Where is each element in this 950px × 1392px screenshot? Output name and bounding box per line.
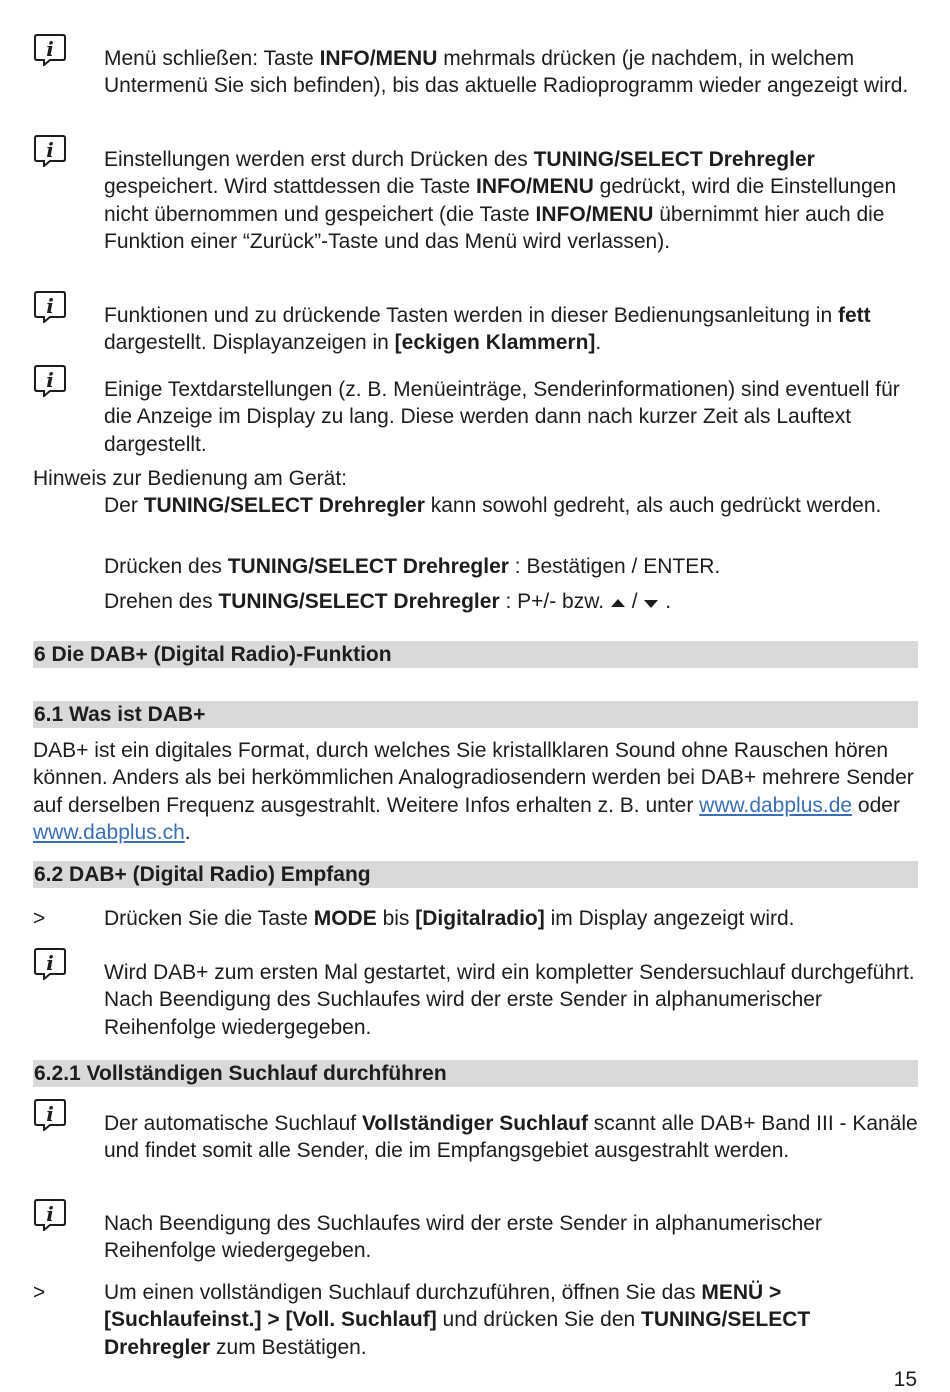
svg-text:i: i <box>46 37 54 61</box>
svg-text:i: i <box>46 294 54 318</box>
note-first-start: Wird DAB+ zum ersten Mal gestartet, wird ein kompletter Sendersuchlauf durchgeführt. Nach Beendigung des Suchlaufes wird der erste Sender in alphanumerischer Reihenfolge wiedergegeben. <box>104 961 915 1039</box>
info-icon <box>33 32 67 66</box>
svg-text:i: i <box>46 951 54 975</box>
info-icon <box>33 363 67 397</box>
step-full-scan: Um einen vollständigen Suchlauf durchzuführen, öffnen Sie das MENÜ > [Suchlaufeinst.] > [Voll. Suchlauf] und drücken Sie den TUNING/SELECT Drehregler zum Bestätigen. <box>104 1281 811 1359</box>
info-icon <box>33 133 67 167</box>
operation-line-2: Drücken des TUNING/SELECT Drehregler : Bestätigen / ENTER. <box>104 555 721 578</box>
svg-text:i: i <box>46 1202 54 1226</box>
section-heading-6-2: 6.2 DAB+ (Digital Radio) Empfang <box>33 861 918 888</box>
svg-text:i: i <box>46 138 54 162</box>
link-dabplus-ch[interactable]: www.dabplus.ch <box>33 821 185 845</box>
svg-text:i: i <box>46 1102 54 1126</box>
operation-line-1: Der TUNING/SELECT Drehregler kann sowohl gedreht, als auch gedrückt werden. <box>104 494 882 517</box>
page-number: 15 <box>893 1368 917 1391</box>
info-icon <box>33 289 67 323</box>
operation-line-3: Drehen des TUNING/SELECT Drehregler : P+/- bzw. / . <box>104 588 919 616</box>
section-heading-6-2-1: 6.2.1 Vollständigen Suchlauf durchführen <box>33 1060 918 1087</box>
info-icon <box>33 946 67 980</box>
note-after-scan: Nach Beendigung des Suchlaufes wird der erste Sender in alphanumerischer Reihenfolge wiedergegeben. <box>104 1212 822 1263</box>
svg-text:i: i <box>46 368 54 392</box>
info-icon <box>33 1197 67 1231</box>
section-heading-6: 6 Die DAB+ (Digital Radio)-Funktion <box>33 641 918 668</box>
step-marker: > <box>33 1281 46 1304</box>
step-select-mode: Drücken Sie die Taste MODE bis [Digitalradio] im Display angezeigt wird. <box>104 907 795 930</box>
note-menu-close: Menü schließen: Taste INFO/MENU mehrmals drücken (je nachdem, in welchem Untermenü Sie sich befinden), bis das aktuelle Radioprogramm wieder angezeigt wird. <box>104 47 909 98</box>
section-heading-6-1: 6.1 Was ist DAB+ <box>33 701 918 728</box>
link-dabplus-de[interactable]: www.dabplus.de <box>699 793 853 817</box>
triangle-up-icon <box>610 589 626 616</box>
step-marker: > <box>33 907 46 930</box>
note-formatting: Funktionen und zu drückende Tasten werden in dieser Bedienungsanleitung in fett dargestellt. Displayanzeigen in [eckigen Klammern]. <box>104 304 871 355</box>
note-full-scan: Der automatische Suchlauf Vollständiger Suchlauf scannt alle DAB+ Band III - Kanäle und findet somit alle Sender, die im Empfangsgebiet ausgestrahlt werden. <box>104 1112 918 1163</box>
note-settings-saved: Einstellungen werden erst durch Drücken des TUNING/SELECT Drehregler gespeichert. Wird stattdessen die Taste INFO/MENU gedrückt, wird die Einstellungen nicht übernommen und gespeichert (die Taste INFO/MENU übernimmt hier auch die Funktion einer “Zurück”-Taste und das Menü wird verlassen). <box>104 148 897 254</box>
operation-intro: Hinweis zur Bedienung am Gerät: <box>33 467 347 490</box>
note-scrolling-text: Einige Textdarstellungen (z. B. Menüeinträge, Senderinformationen) sind eventuell für die Anzeige im Display zu lang. Diese werden dann nach kurzer Zeit als Lauftext dargestellt. <box>104 378 900 456</box>
triangle-down-icon <box>643 589 659 616</box>
info-icon <box>33 1097 67 1131</box>
section-6-1-body: DAB+ ist ein digitales Format, durch welches Sie kristallklaren Sound ohne Rauschen hören können. Anders als bei herkömmlichen Analogradiosendern werden bei DAB+ mehrere Sender auf derselben Frequenz ausgestrahlt. Weitere Infos erhalten z. B. unter www.dabplus.de oder www.dabplus.ch. <box>33 739 914 845</box>
